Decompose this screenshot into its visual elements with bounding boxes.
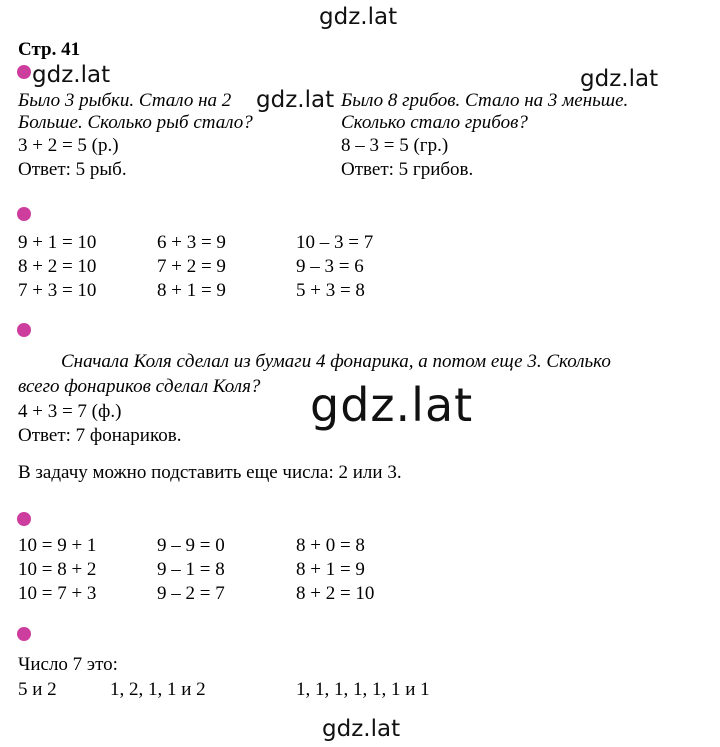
equation: 8 + 1 = 9 [157, 280, 226, 301]
equation: 5 + 3 = 8 [296, 280, 365, 301]
watermark: gdz.lat [310, 378, 474, 432]
task3-answer: Ответ: 7 фонариков. [18, 425, 182, 446]
task5-title: Число 7 это: [18, 654, 118, 675]
equation: 9 – 9 = 0 [157, 535, 225, 556]
equation: 7 + 2 = 9 [157, 256, 226, 277]
bullet-icon [17, 512, 31, 526]
watermark: gdz.lat [322, 716, 401, 742]
task1-left-answer: Ответ: 5 рыб. [18, 159, 127, 180]
task3-equation: 4 + 3 = 7 (ф.) [18, 401, 122, 422]
task3-note: В задачу можно подставить еще числа: 2 или 3. [18, 462, 402, 483]
task1-right-equation: 8 – 3 = 5 (гр.) [341, 135, 449, 156]
equation: 8 + 2 = 10 [296, 583, 375, 604]
task5-option: 1, 1, 1, 1, 1, 1 и 1 [296, 679, 430, 700]
equation: 6 + 3 = 9 [157, 232, 226, 253]
task1-left-equation: 3 + 2 = 5 (р.) [18, 135, 119, 156]
equation: 9 – 3 = 6 [296, 256, 364, 277]
task3-line2: всего фонариков сделал Коля? [18, 376, 261, 397]
task3-line1: Сначала Коля сделал из бумаги 4 фонарика, а потом еще 3. Сколько [61, 351, 611, 372]
watermark: gdz.lat [32, 62, 111, 88]
equation: 10 = 8 + 2 [18, 559, 97, 580]
task5-option: 1, 2, 1, 1 и 2 [110, 679, 206, 700]
watermark: gdz.lat [319, 4, 398, 30]
equation: 10 = 9 + 1 [18, 535, 97, 556]
watermark: gdz.lat [256, 87, 335, 113]
bullet-icon [17, 207, 31, 221]
bullet-icon [17, 627, 31, 641]
equation: 9 – 1 = 8 [157, 559, 225, 580]
task1-right-line2: Сколько стало грибов? [341, 112, 528, 133]
task1-right-line1: Было 8 грибов. Стало на 3 меньше. [341, 90, 629, 111]
equation: 8 + 2 = 10 [18, 256, 97, 277]
equation: 8 + 0 = 8 [296, 535, 365, 556]
task5-option: 5 и 2 [18, 679, 57, 700]
equation: 7 + 3 = 10 [18, 280, 97, 301]
task1-right-answer: Ответ: 5 грибов. [341, 159, 474, 180]
equation: 9 – 2 = 7 [157, 583, 225, 604]
equation: 10 = 7 + 3 [18, 583, 97, 604]
equation: 9 + 1 = 10 [18, 232, 97, 253]
equation: 8 + 1 = 9 [296, 559, 365, 580]
bullet-icon [17, 323, 31, 337]
bullet-icon [17, 65, 31, 79]
task1-left-line2: Больше. Сколько рыб стало? [18, 112, 253, 133]
watermark: gdz.lat [580, 66, 659, 92]
equation: 10 – 3 = 7 [296, 232, 374, 253]
page-title: Стр. 41 [18, 39, 81, 60]
task1-left-line1: Было 3 рыбки. Стало на 2 [18, 90, 232, 111]
